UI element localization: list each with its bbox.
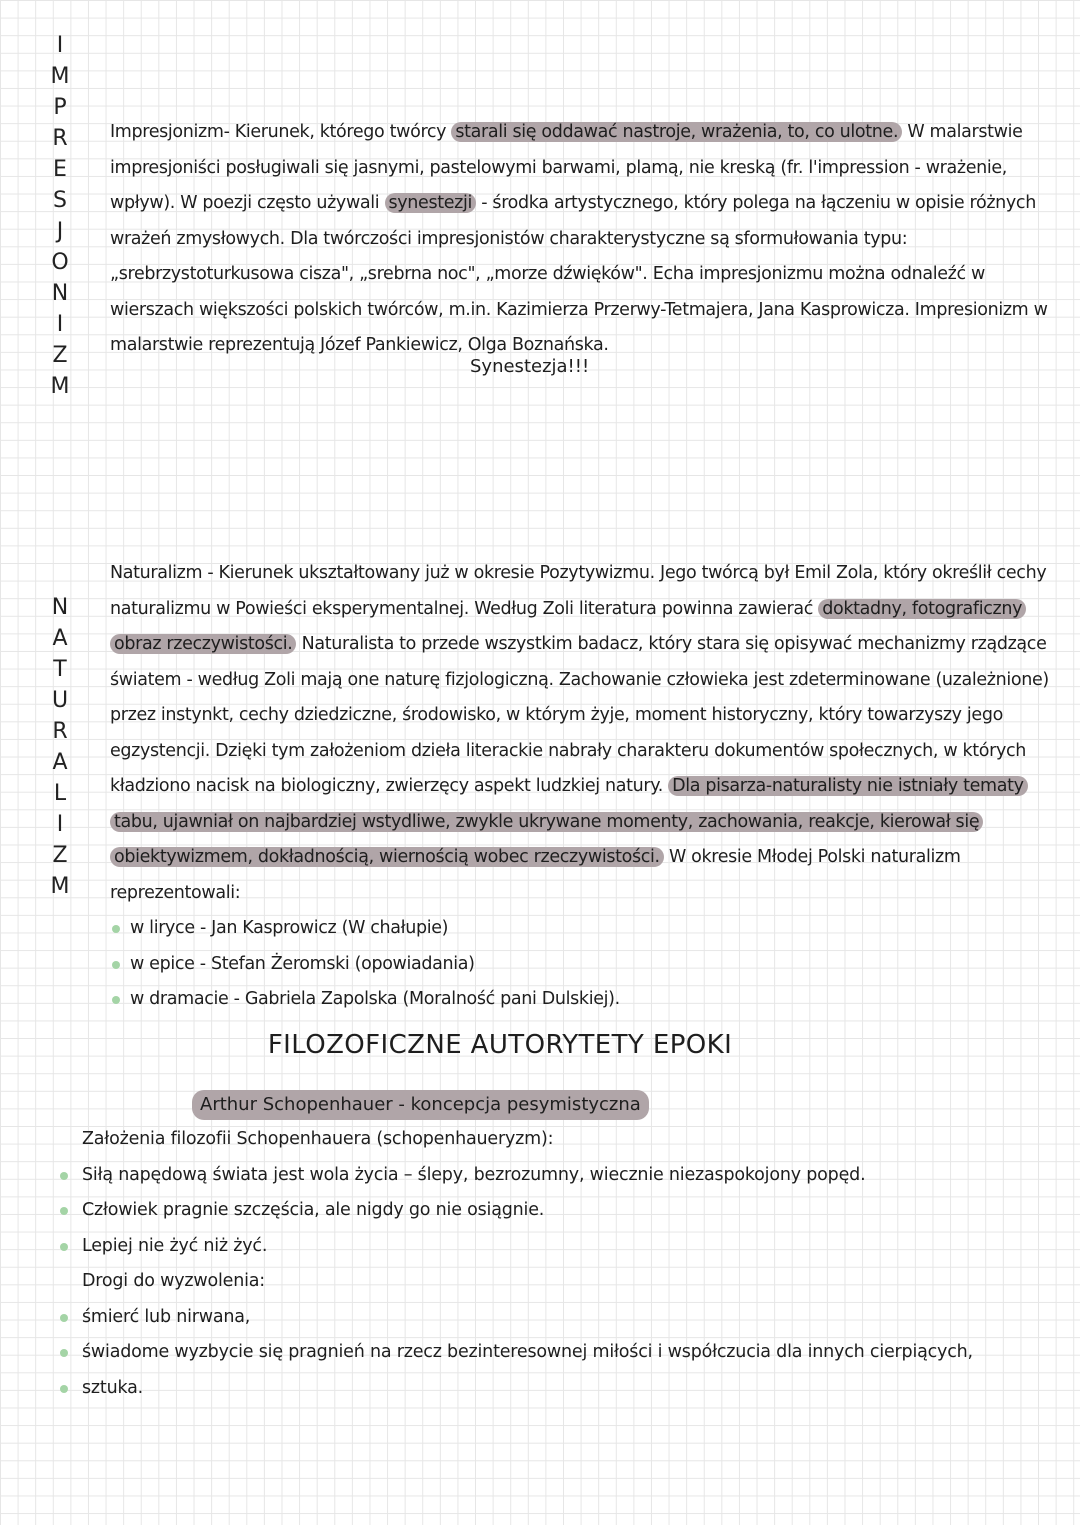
list-item: w epice - Stefan Żeromski (opowiadania)	[110, 947, 1055, 983]
vertical-letter: N	[51, 595, 69, 620]
vertical-letter: A	[52, 626, 68, 651]
subheading-highlight: Arthur Schopenhauer - koncepcja pesymistyczna	[192, 1090, 649, 1120]
paragraph-text: - środka artystycznego, który polega na łączeniu w opisie różnych wrażeń zmysłowych. Dla twórczości impresjonistów charakterystyczne są sformułowania typu: „srebrzystoturkusowa cisza", „srebrna noc", „morze dźwięków". Echa impresjonizmu można odnaleźć w wierszach większości polskich twórców, m.in. Kazimierza Przerwy-Tetmajera, Jana Kasprowicza. Impresionizm w malarstwie reprezentują Józef Pankiewicz, Olga Boznańska.	[110, 193, 1048, 355]
list-item: Człowiek pragnie szczęścia, ale nigdy go nie osiągnie.	[60, 1193, 1050, 1229]
vertical-letter: Z	[52, 343, 68, 368]
impresjonizm-paragraph	[110, 115, 1055, 364]
highlight: doktadny, fotograficzny obraz rzeczywistości.	[110, 599, 1026, 655]
naturalizm-paragraph	[110, 556, 1055, 1018]
vertical-letter: N	[51, 281, 69, 306]
naturalizm-vertical-title	[40, 592, 80, 902]
paragraph-text: W okresie Młodej Polski naturalizm reprezentowali:	[110, 847, 961, 903]
vertical-letter: I	[56, 812, 64, 837]
vertical-letter: O	[51, 250, 69, 275]
list-item: śmierć lub nirwana,	[60, 1300, 1050, 1336]
vertical-letter: P	[53, 95, 67, 120]
vertical-letter: I	[56, 312, 64, 337]
schopenhauer-section	[60, 1122, 1050, 1406]
list-item: Lepiej nie żyć niż żyć.	[60, 1229, 1050, 1265]
vertical-letter: I	[56, 33, 64, 58]
vertical-letter: L	[53, 781, 67, 806]
paragraph-text: Naturalizm - Kierunek ukształtowany już w okresie Pozytywizmu. Jego twórcą był Emil Zola, który określił cechy naturalizmu w Powieści eksperymentalnej. Według Zoli literatura powinna zawierać	[110, 563, 1047, 619]
intro-line: Założenia filozofii Schopenhauera (schopenhaueryzm):	[82, 1129, 554, 1149]
vertical-letter: U	[51, 688, 69, 713]
vertical-letter: S	[53, 188, 67, 213]
vertical-letter: J	[56, 219, 64, 244]
highlight: Dla pisarza-naturalisty nie istniały tematy tabu, ujawniał on najbardziej wstydliwe, zwykle ukrywane momenty, zachowania, reakcje, kierował się obiektywizmem, dokładnością, wiernością wobec rzeczywistości.	[110, 776, 1028, 867]
vertical-letter: M	[50, 874, 70, 899]
naturalizm-representatives-list	[110, 911, 1055, 1018]
list-item: w liryce - Jan Kasprowicz (W chałupie)	[110, 911, 1055, 947]
synestezja-note: Synestezja!!!	[470, 356, 590, 377]
list-item: sztuka.	[60, 1371, 1050, 1407]
vertical-letter: T	[53, 657, 67, 682]
impresjonizm-vertical-title	[40, 30, 80, 402]
vertical-letter: Z	[52, 843, 68, 868]
list-item: świadome wyzbycie się pragnień na rzecz bezinteresownej miłości i współczucia dla innych cierpiących,	[60, 1335, 1050, 1371]
paragraph-text: W malarstwie impresjoniści posługiwali się jasnymi, pastelowymi barwami, plamą, nie kreską (fr. l'impression - wrażenie, wpływ). W poezji często używali	[110, 122, 1023, 213]
naturalizm-body	[110, 556, 1055, 911]
paragraph-text: Naturalista to przede wszystkim badacz, który stara się opisywać mechanizmy rządzące światem - według Zoli mają one naturę fizjologiczną. Zachowanie człowieka jest zdeterminowane (uzależnione) przez instynkt, cechy dziedziczne, środowisko, w którym żyje, moment historyczny, który towarzyszy jego egzystencji. Dzięki tym założeniom dzieła literackie nabrały charakteru dokumentów społecznych, w których kładziono nacisk na biologiczny, zwierzęcy aspekt ludzkiej natury.	[110, 634, 1049, 796]
list-item: w dramacie - Gabriela Zapolska (Moralność pani Dulskiej).	[110, 982, 1055, 1018]
vertical-letter: M	[50, 64, 70, 89]
list-item: Siłą napędową świata jest wola życia – ślepy, bezrozumny, wiecznie niezaspokojony popęd.	[60, 1158, 1050, 1194]
vertical-letter: R	[52, 126, 68, 151]
section-heading: FILOZOFICZNE AUTORYTETY EPOKI	[267, 1030, 733, 1060]
paragraph-text: Impresjonizm- Kierunek, którego twórcy	[110, 122, 452, 142]
vertical-letter: E	[53, 157, 67, 182]
vertical-letter: A	[52, 750, 68, 775]
vertical-letter: M	[50, 374, 70, 399]
highlight: starali się oddawać nastroje, wrażenia, to, co ulotne.	[451, 122, 902, 142]
highlight: synestezji	[385, 193, 477, 213]
ways-title: Drogi do wyzwolenia:	[82, 1271, 265, 1291]
vertical-letter: R	[52, 719, 68, 744]
